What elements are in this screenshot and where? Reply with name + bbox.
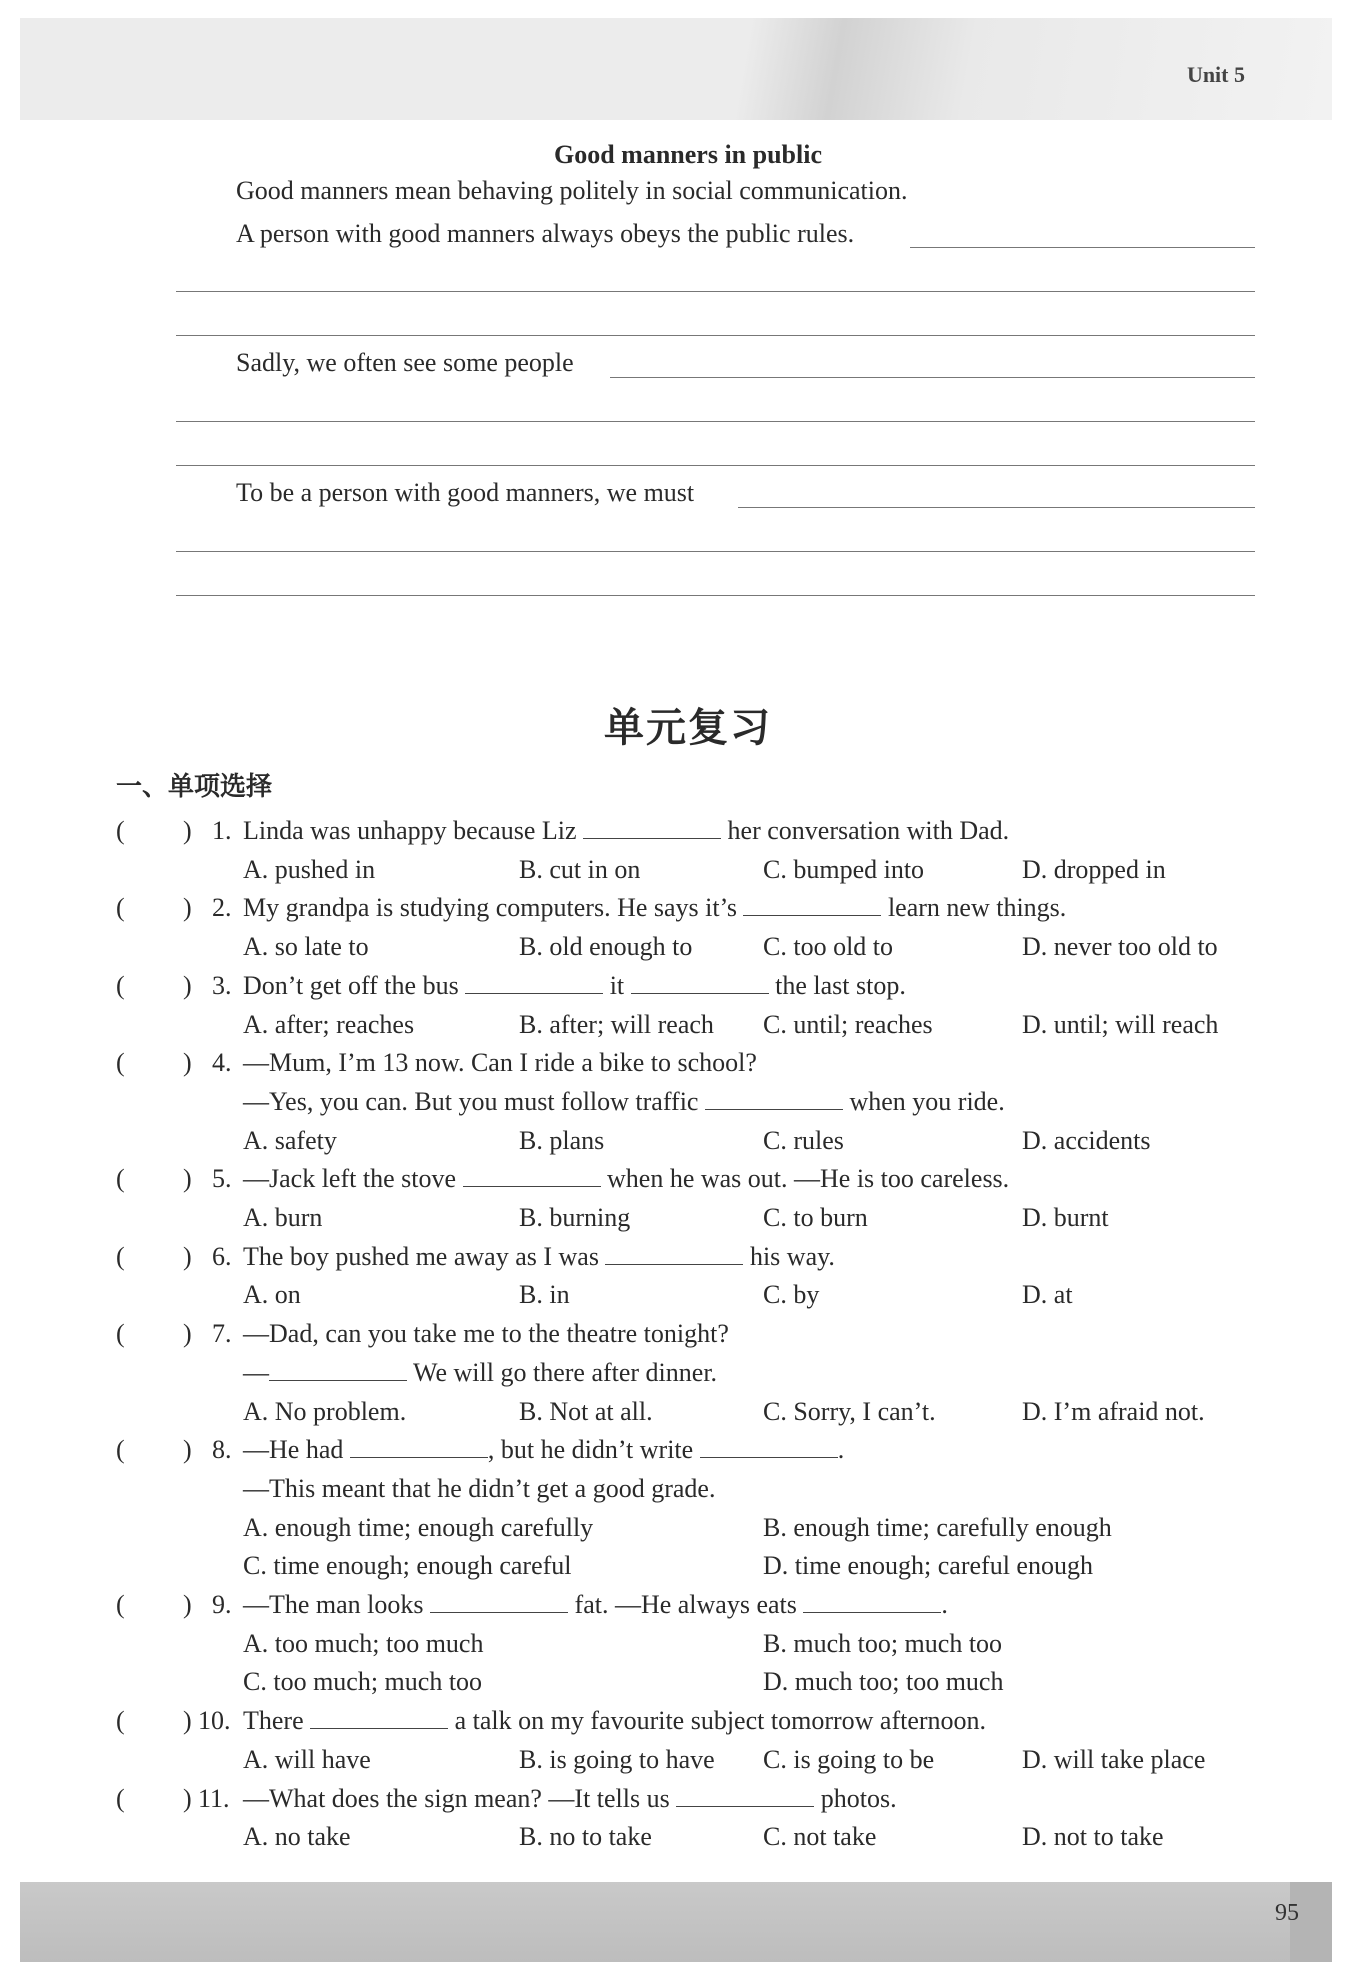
question-fragment: — xyxy=(243,1357,269,1387)
answer-paren-open: ( xyxy=(116,1706,125,1736)
option-b[interactable]: B. plans xyxy=(519,1125,605,1155)
option-a[interactable]: A. so late to xyxy=(243,932,369,962)
writing-line-3: Sadly, we often see some people xyxy=(236,348,574,377)
question-text xyxy=(243,1087,1005,1117)
blank-line[interactable] xyxy=(310,1706,448,1729)
blank-line[interactable] xyxy=(803,1590,941,1613)
option-d[interactable]: D. will take place xyxy=(1022,1744,1206,1774)
question-fragment: My grandpa is studying computers. He says it’s xyxy=(243,893,744,923)
question-fragment: —He had xyxy=(243,1435,350,1465)
question-fragment: —Dad, can you take me to the theatre tonight? xyxy=(243,1319,729,1349)
question-text xyxy=(243,1435,844,1465)
blank-line[interactable] xyxy=(269,1358,407,1381)
question-text xyxy=(243,816,1009,846)
blank-line[interactable] xyxy=(430,1590,568,1613)
answer-line[interactable] xyxy=(176,595,1255,596)
review-title: 单元复习 xyxy=(604,705,772,751)
question-fragment: The boy pushed me away as I was xyxy=(243,1241,606,1271)
answer-paren-close: ) xyxy=(183,1241,192,1271)
question-text xyxy=(243,1358,717,1388)
option-b[interactable]: D. much too; too much xyxy=(763,1667,1004,1697)
question-text xyxy=(243,1242,835,1272)
option-a[interactable]: C. too much; much too xyxy=(243,1667,483,1697)
question-fragment: Linda was unhappy because Liz xyxy=(243,816,584,845)
page-number: 95 xyxy=(1275,1900,1299,1926)
option-d[interactable]: D. at xyxy=(1022,1280,1073,1310)
question-fragment: learn new things. xyxy=(881,893,1067,923)
option-d[interactable]: D. until; will reach xyxy=(1022,1009,1219,1039)
blank-line[interactable] xyxy=(631,971,769,994)
option-a[interactable]: A. enough time; enough carefully xyxy=(243,1512,594,1542)
question-fragment: photos. xyxy=(814,1783,897,1813)
question-fragment: when he was out. —He is too careless. xyxy=(600,1164,1010,1194)
option-a[interactable]: A. no take xyxy=(243,1822,351,1852)
question-fragment: . xyxy=(837,1435,845,1465)
question-fragment: There xyxy=(243,1706,311,1736)
question-fragment: his way. xyxy=(743,1241,835,1271)
answer-paren-close: ) xyxy=(183,1319,192,1349)
question-fragment: her conversation with Dad. xyxy=(721,816,1010,845)
question-number: 11. xyxy=(198,1783,230,1813)
answer-paren-close: ) xyxy=(183,1164,192,1194)
option-b[interactable]: B. Not at all. xyxy=(519,1396,653,1426)
blank-line[interactable] xyxy=(465,971,603,994)
option-c[interactable]: C. too old to xyxy=(763,932,894,962)
option-b[interactable]: B. no to take xyxy=(519,1822,652,1852)
option-a[interactable]: A. No problem. xyxy=(243,1396,407,1426)
option-b[interactable]: B. after; will reach xyxy=(519,1009,714,1039)
option-c[interactable]: C. is going to be xyxy=(763,1744,935,1774)
question-number: 8. xyxy=(212,1435,232,1465)
header-band xyxy=(20,18,1332,120)
question-text xyxy=(243,1164,1009,1194)
question-text xyxy=(243,1706,986,1736)
answer-box[interactable] xyxy=(134,1706,174,1736)
answer-paren-open: ( xyxy=(116,1319,125,1349)
option-a[interactable]: A. after; reaches xyxy=(243,1009,415,1039)
option-b[interactable]: B. much too; much too xyxy=(763,1628,1003,1658)
option-c[interactable]: C. not take xyxy=(763,1822,877,1852)
option-b[interactable]: B. cut in on xyxy=(519,854,641,884)
option-a[interactable]: C. time enough; enough careful xyxy=(243,1551,572,1581)
question-fragment: —What does the sign mean? —It tells us xyxy=(243,1783,677,1813)
option-c[interactable]: C. rules xyxy=(763,1125,844,1155)
option-b[interactable]: B. old enough to xyxy=(519,932,693,962)
writing-line-1: Good manners mean behaving politely in social communication. xyxy=(236,176,908,205)
question-text xyxy=(243,1319,729,1349)
answer-paren-open: ( xyxy=(116,1435,125,1465)
question-number: 2. xyxy=(212,893,232,923)
answer-box[interactable] xyxy=(134,971,174,1001)
question-fragment: Don’t get off the bus xyxy=(243,970,466,1000)
question-fragment: it xyxy=(603,970,631,1000)
question-fragment: a talk on my favourite subject tomorrow afternoon. xyxy=(448,1706,987,1736)
answer-paren-open: ( xyxy=(116,1164,125,1194)
question-number: 9. xyxy=(212,1590,232,1619)
answer-paren-open: ( xyxy=(116,1241,125,1271)
writing-line-2: A person with good manners always obeys the public rules. xyxy=(236,219,855,248)
answer-paren-open: ( xyxy=(116,893,125,923)
question-fragment: —This meant that he didn’t get a good grade. xyxy=(243,1473,716,1503)
writing-title: Good manners in public xyxy=(553,140,822,169)
option-a[interactable]: A. pushed in xyxy=(243,854,376,884)
answer-paren-open: ( xyxy=(116,1783,125,1813)
question-fragment: —Yes, you can. But you must follow traffic xyxy=(243,1086,705,1116)
question-number: 3. xyxy=(212,970,232,1000)
question-fragment: , but he didn’t write xyxy=(487,1435,700,1465)
question-fragment: . xyxy=(941,1590,948,1619)
answer-box[interactable] xyxy=(134,1164,174,1194)
blank-line[interactable] xyxy=(463,1164,601,1187)
blank-line[interactable] xyxy=(743,893,881,916)
answer-paren-close: ) xyxy=(183,1435,192,1465)
answer-box[interactable] xyxy=(134,1590,174,1620)
answer-box[interactable] xyxy=(134,893,174,923)
blank-line[interactable] xyxy=(676,1784,814,1807)
question-text xyxy=(243,971,906,1001)
answer-line[interactable] xyxy=(176,335,1255,336)
answer-paren-close: ) xyxy=(183,816,192,845)
answer-paren-close: ) xyxy=(183,1783,192,1813)
option-c[interactable]: C. bumped into xyxy=(763,854,925,884)
unit-label: Unit 5 xyxy=(1186,62,1245,87)
question-number: 4. xyxy=(212,1048,232,1078)
answer-box[interactable] xyxy=(134,1048,174,1078)
question-text xyxy=(243,1474,715,1504)
question-fragment: —Jack left the stove xyxy=(243,1164,463,1194)
option-c[interactable]: C. by xyxy=(763,1280,820,1310)
option-a[interactable]: A. too much; too much xyxy=(243,1628,484,1658)
answer-paren-close: ) xyxy=(183,970,192,1000)
question-number: 7. xyxy=(212,1319,232,1349)
question-number: 10. xyxy=(198,1706,231,1736)
option-b[interactable]: B. in xyxy=(519,1280,570,1310)
question-text xyxy=(243,1590,948,1620)
question-text xyxy=(243,1048,757,1078)
option-a[interactable]: A. will have xyxy=(243,1744,371,1774)
answer-box[interactable] xyxy=(134,1435,174,1465)
answer-line[interactable] xyxy=(610,377,1255,378)
option-d[interactable]: D. accidents xyxy=(1022,1125,1151,1155)
question-text xyxy=(243,893,1066,923)
answer-line[interactable] xyxy=(738,507,1255,508)
question-fragment: —Mum, I’m 13 now. Can I ride a bike to school? xyxy=(243,1048,757,1078)
question-number: 6. xyxy=(212,1241,232,1271)
option-b[interactable]: D. time enough; careful enough xyxy=(763,1551,1093,1581)
answer-box[interactable] xyxy=(134,1784,174,1814)
option-d[interactable]: D. dropped in xyxy=(1022,854,1166,884)
answer-paren-close: ) xyxy=(183,1048,192,1078)
question-fragment: when you ride. xyxy=(842,1086,1005,1116)
answer-box[interactable] xyxy=(134,1242,174,1272)
answer-line[interactable] xyxy=(176,465,1255,466)
answer-box[interactable] xyxy=(134,1319,174,1349)
option-c[interactable]: C. Sorry, I can’t. xyxy=(763,1396,936,1426)
blank-line[interactable] xyxy=(700,1435,838,1458)
answer-paren-close: ) xyxy=(183,1706,192,1736)
answer-paren-open: ( xyxy=(116,816,125,845)
option-b[interactable]: B. is going to have xyxy=(519,1744,715,1774)
answer-paren-close: ) xyxy=(183,893,192,923)
blank-line[interactable] xyxy=(583,816,721,839)
question-text xyxy=(243,1784,897,1814)
question-fragment: —The man looks xyxy=(243,1590,431,1619)
answer-paren-open: ( xyxy=(116,970,125,1000)
option-a[interactable]: A. safety xyxy=(243,1125,337,1155)
answer-line[interactable] xyxy=(910,247,1255,248)
question-fragment: the last stop. xyxy=(768,970,906,1000)
blank-line[interactable] xyxy=(605,1242,743,1265)
option-a[interactable]: A. burn xyxy=(243,1203,323,1232)
option-b[interactable]: B. burning xyxy=(519,1203,631,1232)
option-d[interactable]: D. not to take xyxy=(1022,1822,1164,1852)
footer-band xyxy=(20,1882,1332,1962)
question-number: 1. xyxy=(212,816,232,845)
question-fragment: fat. —He always eats xyxy=(568,1590,804,1619)
answer-paren-open: ( xyxy=(116,1048,125,1078)
answer-line[interactable] xyxy=(176,421,1255,422)
option-d[interactable]: D. I’m afraid not. xyxy=(1022,1396,1205,1426)
option-c[interactable]: C. to burn xyxy=(763,1203,868,1232)
question-fragment: We will go there after dinner. xyxy=(407,1357,718,1387)
option-c[interactable]: C. until; reaches xyxy=(763,1009,933,1039)
question-number: 5. xyxy=(212,1164,232,1194)
blank-line[interactable] xyxy=(350,1435,488,1458)
option-a[interactable]: A. on xyxy=(243,1280,301,1310)
option-d[interactable]: D. burnt xyxy=(1022,1203,1109,1232)
answer-line[interactable] xyxy=(176,291,1255,292)
option-b[interactable]: B. enough time; carefully enough xyxy=(763,1512,1112,1542)
writing-line-4: To be a person with good manners, we must xyxy=(236,478,695,507)
blank-line[interactable] xyxy=(705,1087,843,1110)
answer-line[interactable] xyxy=(176,551,1255,552)
answer-box[interactable] xyxy=(134,816,174,846)
section-heading: 一、单项选择 xyxy=(116,772,273,802)
answer-paren-open: ( xyxy=(116,1590,125,1619)
answer-paren-close: ) xyxy=(183,1590,192,1619)
option-d[interactable]: D. never too old to xyxy=(1022,932,1218,962)
